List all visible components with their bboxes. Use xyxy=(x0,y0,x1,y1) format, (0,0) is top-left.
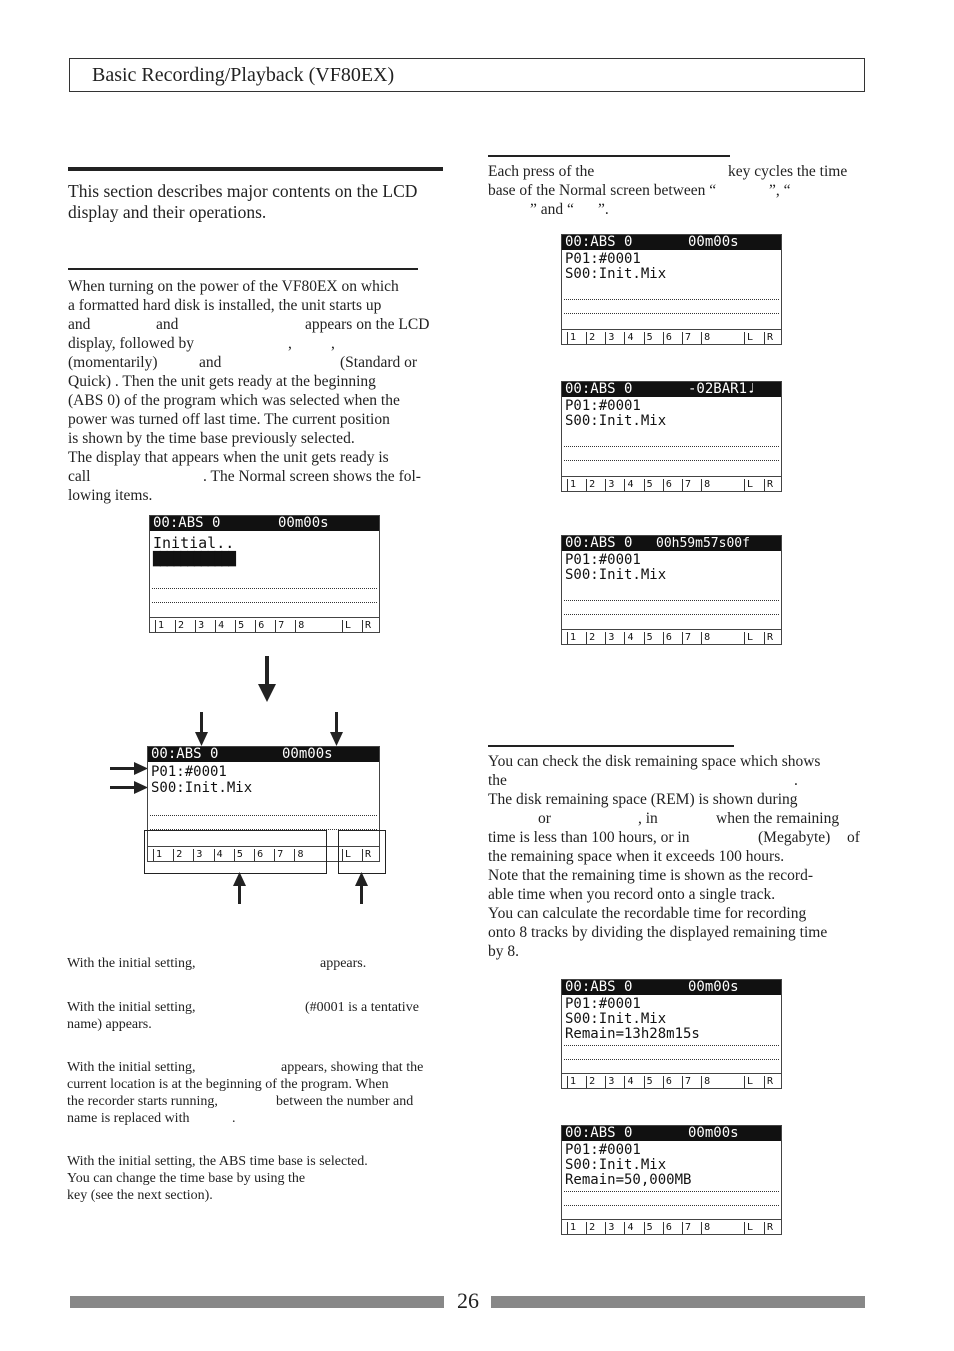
meter-label: L xyxy=(345,620,352,631)
meter-label: R xyxy=(767,1222,774,1233)
meter-tick xyxy=(744,632,745,644)
meter-label: 8 xyxy=(297,849,304,860)
meter-label: 7 xyxy=(684,1222,691,1233)
meter-tick xyxy=(644,1076,645,1088)
lcd-bar-screen: 00:ABS 0 -02BAR1♩ P01:#0001 S00:Init.Mix 1 2 3 4 5 6 7 8 L R xyxy=(561,381,782,492)
meter-tick xyxy=(567,632,568,644)
page-header xyxy=(69,58,865,92)
meter-tick xyxy=(624,1222,625,1234)
meter-label: 7 xyxy=(684,632,691,643)
meter-tick xyxy=(586,1076,587,1088)
meter-tick xyxy=(215,620,216,632)
meter-label: 6 xyxy=(665,1222,672,1233)
meter-tick xyxy=(744,332,745,344)
level-meter xyxy=(150,617,379,632)
pointer-arrow-program xyxy=(195,712,209,746)
meter-tick xyxy=(567,332,568,344)
meter-label: 2 xyxy=(589,1076,596,1087)
meter-label: 2 xyxy=(589,479,596,490)
meter-label: 5 xyxy=(646,479,653,490)
meter-tick xyxy=(586,332,587,344)
meter-tick xyxy=(744,1222,745,1234)
meter-tick xyxy=(663,332,664,344)
meter-label: 8 xyxy=(704,1222,711,1233)
note-1: With the initial setting, appears. xyxy=(67,956,367,971)
meter-label: 4 xyxy=(627,1076,634,1087)
meter-tick xyxy=(682,1076,683,1088)
meter-label: 3 xyxy=(608,1076,615,1087)
stereo-meter-highlight xyxy=(338,830,386,874)
pointer-arrow-timebase xyxy=(330,712,344,746)
meter-label: L xyxy=(747,479,754,490)
meter-label: 2 xyxy=(589,1222,596,1233)
down-arrow xyxy=(265,656,269,686)
meter-tick xyxy=(682,1222,683,1234)
lcd-remain-mb-screen: 00:ABS 0 00m00s P01:#0001 S00:Init.Mix Remain=50,000MB 1 2 3 4 5 6 7 8 L R xyxy=(561,1125,782,1235)
meter-tick xyxy=(764,332,765,344)
meter-tick xyxy=(744,479,745,491)
subsection-rule xyxy=(68,268,418,270)
meter-label: L xyxy=(747,632,754,643)
meter-tick xyxy=(701,1222,702,1234)
meter-tick xyxy=(644,1222,645,1234)
meter-tick xyxy=(644,479,645,491)
pointer-arrow-track-meter xyxy=(233,872,247,904)
lcd-initial-screen: 00:ABS 0 00m00s Initial.. ████████████ 1 2 3 4 5 6 7 8 L R xyxy=(149,515,380,633)
meter-label: 4 xyxy=(216,849,223,860)
meter-tick xyxy=(663,1076,664,1088)
meter-label: 3 xyxy=(608,1222,615,1233)
meter-label: 8 xyxy=(298,620,305,631)
meter-label: L xyxy=(747,1076,754,1087)
page-number: 26 xyxy=(457,1288,479,1313)
meter-label: 5 xyxy=(646,332,653,343)
timebase-rule xyxy=(488,155,730,157)
meter-tick xyxy=(701,332,702,344)
meter-tick xyxy=(605,479,606,491)
meter-tick xyxy=(682,479,683,491)
meter-tick xyxy=(663,479,664,491)
meter-tick xyxy=(624,632,625,644)
meter-tick xyxy=(567,1076,568,1088)
meter-tick xyxy=(682,632,683,644)
meter-label: 8 xyxy=(704,332,711,343)
meter-tick xyxy=(605,1076,606,1088)
meter-label: R xyxy=(767,332,774,343)
header-title: Basic Recording/Playback (VF80EX) xyxy=(92,64,395,86)
meter-tick xyxy=(701,632,702,644)
meter-label: 1 xyxy=(570,632,577,643)
pointer-arrow-line2 xyxy=(110,781,148,795)
meter-label: 1 xyxy=(156,849,163,860)
meter-tick xyxy=(605,1222,606,1234)
level-meter xyxy=(562,476,781,491)
meter-label: 3 xyxy=(196,849,203,860)
level-meter xyxy=(562,1219,781,1234)
meter-label: L xyxy=(345,849,352,860)
remain-rule xyxy=(488,745,734,747)
meter-label: 4 xyxy=(627,479,634,490)
meter-label: 5 xyxy=(238,620,245,631)
footer-bar-left xyxy=(70,1296,444,1308)
remain-description: You can check the disk remaining space which shows the . The disk remaining space (REM) is shown during or , in when the remaining time is less than 100 hours, or in (Megabyte) of the remaining space when it exceeds 100 hours. Note that the remaining time is shown as the record- able time when you record onto a single track. You can calculate the recordable time for recording onto 8 tracks by dividing the displayed remaining time by 8. xyxy=(488,753,860,960)
meter-tick xyxy=(342,620,343,632)
meter-tick xyxy=(624,332,625,344)
meter-label: 6 xyxy=(257,849,264,860)
meter-label: 1 xyxy=(570,1222,577,1233)
meter-label: 2 xyxy=(589,332,596,343)
level-meter xyxy=(562,1073,781,1088)
level-meter xyxy=(562,629,781,644)
meter-label: 2 xyxy=(176,849,183,860)
meter-tick xyxy=(586,1222,587,1234)
pointer-arrow-line1 xyxy=(110,762,148,776)
meter-tick xyxy=(195,620,196,632)
meter-label: 6 xyxy=(665,332,672,343)
down-arrow-head xyxy=(258,684,276,702)
meter-label: L xyxy=(747,332,754,343)
meter-label: 6 xyxy=(665,1076,672,1087)
lcd-mtc-screen: 00:ABS 0 00h59m57s00f P01:#0001 S00:Init.Mix 1 2 3 4 5 6 7 8 L R xyxy=(561,535,782,645)
lcd-remain-time-screen: 00:ABS 0 00m00s P01:#0001 S00:Init.Mix Remain=13h28m15s 1 2 3 4 5 6 7 8 L R xyxy=(561,979,782,1089)
meter-tick xyxy=(624,479,625,491)
meter-tick xyxy=(744,1076,745,1088)
meter-tick xyxy=(605,332,606,344)
meter-tick xyxy=(155,620,156,632)
meter-tick xyxy=(175,620,176,632)
meter-label: 3 xyxy=(608,332,615,343)
meter-label: 1 xyxy=(570,1076,577,1087)
meter-tick xyxy=(605,632,606,644)
meter-label: 8 xyxy=(704,632,711,643)
meter-tick xyxy=(663,632,664,644)
meter-label: R xyxy=(767,1076,774,1087)
meter-tick xyxy=(663,1222,664,1234)
meter-label: 8 xyxy=(704,479,711,490)
meter-label: 5 xyxy=(646,1076,653,1087)
meter-tick xyxy=(275,620,276,632)
meter-tick xyxy=(235,620,236,632)
meter-label: R xyxy=(365,849,372,860)
footer-bar-right xyxy=(491,1296,865,1308)
lcd-normal-screen: 00:ABS 0 00m00s P01:#0001 S00:Init.Mix 1 2 3 4 5 6 7 8 L R xyxy=(147,746,380,862)
meter-label: 2 xyxy=(178,620,185,631)
meter-label: 7 xyxy=(684,479,691,490)
intro-text: This section describes major contents on the LCD display and their operations. xyxy=(68,181,418,222)
level-meter xyxy=(562,329,781,344)
note-2: With the initial setting, (#0001 is a tentative name) appears. xyxy=(67,1000,419,1032)
track-meter-highlight xyxy=(144,830,327,874)
meter-label: 8 xyxy=(704,1076,711,1087)
meter-label: 7 xyxy=(277,849,284,860)
meter-label: 5 xyxy=(646,632,653,643)
pointer-arrow-stereo-meter xyxy=(355,872,369,904)
meter-label: L xyxy=(747,1222,754,1233)
meter-label: 1 xyxy=(158,620,165,631)
meter-label: 1 xyxy=(570,332,577,343)
meter-tick xyxy=(567,1222,568,1234)
meter-tick xyxy=(682,332,683,344)
note-4: With the initial setting, the ABS time base is selected. You can change the time base by using the key (see the next section). xyxy=(67,1154,368,1203)
meter-tick xyxy=(362,620,363,632)
meter-label: 5 xyxy=(236,849,243,860)
meter-label: 7 xyxy=(684,332,691,343)
note-3: With the initial setting, appears, showing that the current location is at the beginning of the program. When the recorder starts running, between the number and name is replaced with . xyxy=(67,1060,424,1126)
meter-label: 6 xyxy=(258,620,265,631)
meter-tick xyxy=(644,632,645,644)
meter-tick xyxy=(586,479,587,491)
section-rule xyxy=(68,167,443,171)
lcd-abs-screen: 00:ABS 0 00m00s P01:#0001 S00:Init.Mix 1 2 3 4 5 6 7 8 L R xyxy=(561,234,782,345)
meter-label: 7 xyxy=(278,620,285,631)
meter-label: R xyxy=(365,620,372,631)
meter-label: 4 xyxy=(218,620,225,631)
meter-tick xyxy=(624,1076,625,1088)
meter-label: 4 xyxy=(627,332,634,343)
normal-screen-description: When turning on the power of the VF80EX on which a formatted hard disk is installed, the unit starts up and and appears on the LCD display, followed by , , (momentarily) and (Standard or Quick) . Then the unit gets ready at the beginning (ABS 0) of the program which was selected when the power was turned off last time. The current position is shown by the time base previously selected. The display that appears when the unit gets ready is call . The Normal screen shows the fol- lowing items. xyxy=(68,278,430,504)
meter-tick xyxy=(764,632,765,644)
meter-label: 5 xyxy=(646,1222,653,1233)
meter-tick xyxy=(764,479,765,491)
meter-tick xyxy=(701,479,702,491)
meter-label: 3 xyxy=(198,620,205,631)
meter-tick xyxy=(586,632,587,644)
meter-label: R xyxy=(767,632,774,643)
meter-label: R xyxy=(767,479,774,490)
meter-label: 4 xyxy=(627,632,634,643)
meter-label: 3 xyxy=(608,632,615,643)
meter-label: 4 xyxy=(627,1222,634,1233)
meter-tick xyxy=(701,1076,702,1088)
meter-tick xyxy=(644,332,645,344)
meter-label: 6 xyxy=(665,632,672,643)
meter-tick xyxy=(255,620,256,632)
meter-label: 2 xyxy=(589,632,596,643)
meter-tick xyxy=(295,620,296,632)
meter-tick xyxy=(764,1222,765,1234)
meter-label: 1 xyxy=(570,479,577,490)
meter-tick xyxy=(567,479,568,491)
meter-label: 7 xyxy=(684,1076,691,1087)
meter-label: 3 xyxy=(608,479,615,490)
meter-label: 6 xyxy=(665,479,672,490)
meter-tick xyxy=(764,1076,765,1088)
timebase-description: Each press of the key cycles the time base of the Normal screen between “ ”, “ ” and “ ”. xyxy=(488,163,848,218)
